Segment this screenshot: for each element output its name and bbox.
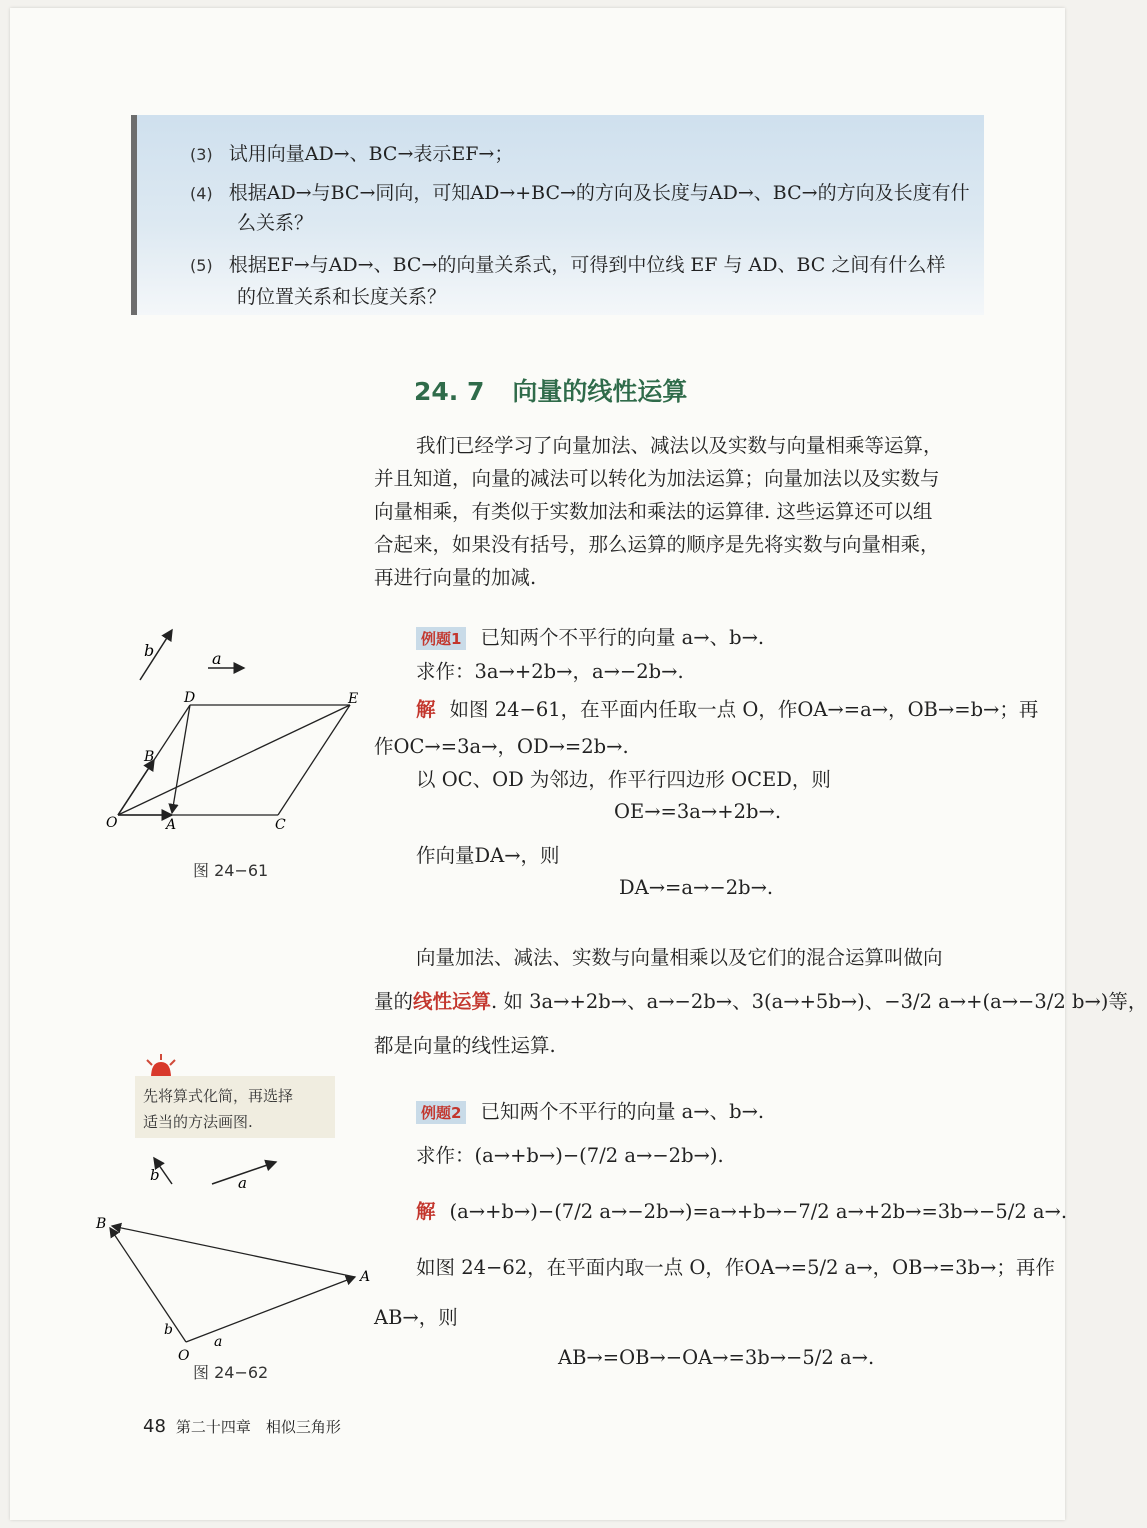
example-ask: 求作：(a→+b→)−(7/2 a→−2b→). (416, 1144, 724, 1167)
point-B: B (96, 1216, 107, 1232)
example-ask: 求作：3a→+2b→，a→−2b→. (416, 660, 684, 683)
question-3 (190, 141, 513, 168)
key-term: 线性运算 (413, 990, 492, 1013)
solution-text: 作向量DA→，则 (416, 844, 560, 867)
example-given: 已知两个不平行的向量 a→、b→. (480, 1100, 765, 1123)
formula: AB→=OB→−OA→=3b→−5/2 a→. (558, 1346, 875, 1369)
figure-24-61 (100, 620, 380, 840)
intro-line: 并且知道，向量的减法可以转化为加法运算；向量加法以及实数与 (374, 467, 940, 490)
intro-line: 向量相乘，有类似于实数加法和乘法的运算律. 这些运算还可以组 (374, 500, 933, 523)
solution-text: 作OC→=3a→，OD→=2b→. (374, 735, 629, 758)
solution-text: AB→，则 (374, 1306, 458, 1329)
example-2-solution (416, 1196, 1067, 1224)
tip-text: 适当的方法画图. (143, 1113, 253, 1131)
vector-OA (186, 1277, 355, 1342)
vector-DA (172, 705, 190, 813)
label-a: a (238, 1174, 247, 1192)
question-5 (190, 252, 945, 279)
formula: DA→=a→−2b→. (619, 876, 774, 899)
definition-line (374, 986, 1147, 1014)
definition-line: 向量加法、减法、实数与向量相乘以及它们的混合运算叫做向 (416, 946, 943, 969)
tip-text: 先将算式化简，再选择 (143, 1087, 294, 1105)
intro-line: 合起来，如果没有括号，那么运算的顺序是先将实数与向量相乘， (374, 533, 940, 556)
question-number: (4) (190, 184, 213, 203)
solution-text: (a→+b→)−(7/2 a→−2b→)=a→+b→−7/2 a→+2b→=3b→−5/2 a→. (449, 1200, 1068, 1223)
label-b: b (144, 641, 155, 660)
question-number: (3) (190, 145, 213, 164)
point-A: A (166, 817, 177, 833)
text: 量的 (374, 990, 414, 1013)
example-tag: 例题1 (416, 627, 466, 650)
point-O: O (106, 815, 118, 831)
question-4 (190, 180, 970, 207)
solution-mark: 解 (416, 1200, 436, 1223)
solution-text: 如图 24−61，在平面内任取一点 O，作OA→=a→，OB→=b→；再 (449, 698, 1039, 721)
figure-caption: 图 24−62 (193, 1363, 269, 1382)
example-tag: 例题2 (416, 1101, 466, 1124)
section-heading (414, 372, 687, 408)
vector-OB (110, 1228, 186, 1342)
example-1-solution (416, 694, 1038, 722)
page-number: 48 (143, 1416, 166, 1437)
example-given: 已知两个不平行的向量 a→、b→. (480, 626, 765, 649)
point-A: A (360, 1269, 371, 1285)
section-title: 向量的线性运算 (512, 377, 688, 406)
label-a: a (212, 649, 222, 668)
page-footer (143, 1416, 341, 1437)
question-text-cont: 的位置关系和长度关系？ (237, 286, 447, 308)
solution-mark: 解 (416, 698, 436, 721)
point-B: B (144, 749, 155, 765)
question-text: 试用向量AD→、BC→表示EF→； (228, 143, 514, 165)
text: . 如 3a→+2b→、a→−2b→、3(a→+5b→)、−3/2 a→+(a→−3/2 b→)等， (491, 990, 1147, 1013)
box-sidebar (131, 115, 137, 315)
figure-24-62 (90, 1150, 380, 1364)
label-b: b (150, 1166, 160, 1184)
figure-caption: 图 24−61 (193, 861, 269, 880)
intro-line: 再进行向量的加减. (374, 566, 537, 589)
definition-line: 都是向量的线性运算. (374, 1034, 556, 1057)
question-number: (5) (190, 256, 213, 275)
solution-text: 以 OC、OD 为邻边，作平行四边形 OCED，则 (416, 768, 831, 791)
question-text-cont: 么关系？ (237, 212, 314, 234)
example-1-header (416, 622, 764, 650)
example-2-header (416, 1096, 764, 1124)
point-D: D (184, 690, 196, 706)
point-E: E (348, 691, 359, 707)
formula: OE→=3a→+2b→. (614, 800, 782, 823)
vector-AB (112, 1226, 355, 1277)
intro-line: 我们已经学习了向量加法、减法以及实数与向量相乘等运算， (416, 434, 943, 457)
chapter-title: 第二十四章 相似三角形 (175, 1418, 341, 1436)
tip-box (135, 1076, 335, 1138)
question-text: 根据AD→与BC→同向，可知AD→+BC→的方向及长度与AD→、BC→的方向及长度有什 (228, 182, 970, 204)
point-O: O (178, 1348, 190, 1364)
section-number: 24. 7 (414, 377, 485, 406)
label-a-segment: a (214, 1334, 223, 1350)
question-text: 根据EF→与AD→、BC→的向量关系式，可得到中位线 EF 与 AD、BC 之间有什么样 (228, 254, 946, 276)
solution-text: 如图 24−62，在平面内取一点 O，作OA→=5/2 a→，OB→=3b→；再作 (416, 1256, 1055, 1279)
point-C: C (275, 817, 286, 833)
label-b-segment: b (164, 1322, 173, 1338)
